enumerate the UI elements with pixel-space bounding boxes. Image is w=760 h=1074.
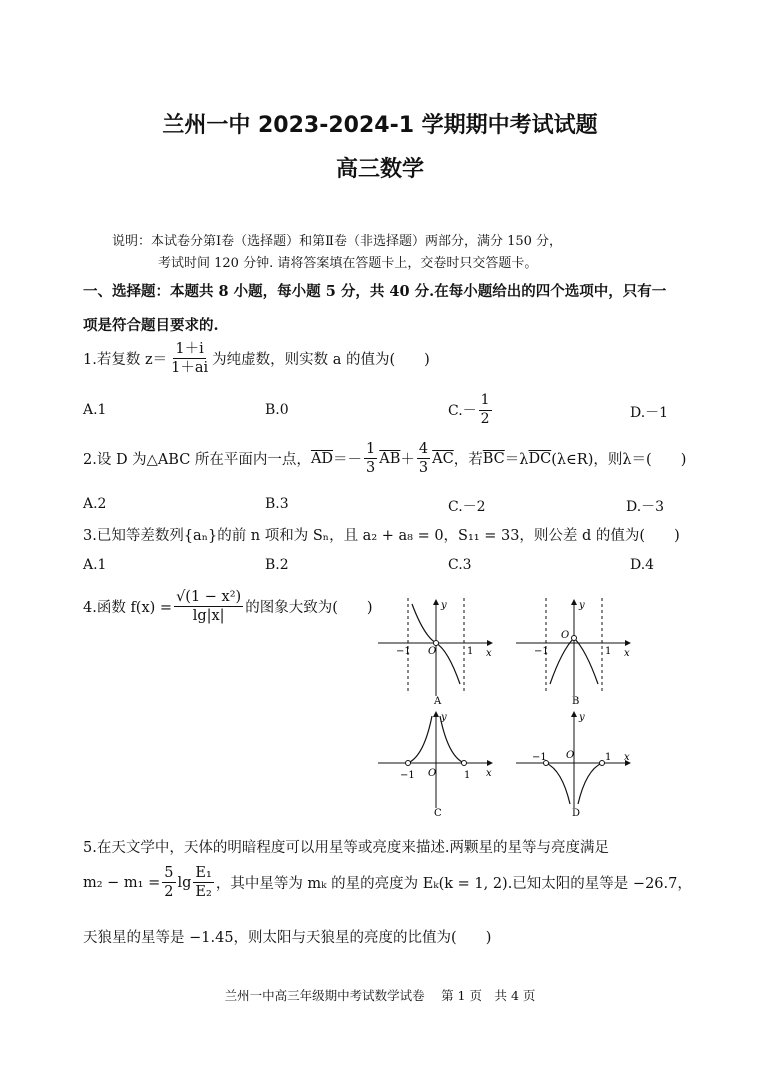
graph-d-x-label: x — [624, 752, 630, 763]
q1-optc-den: 2 — [480, 410, 490, 427]
q3-option-c: C.3 — [448, 557, 472, 573]
q2-vec-ab: $\overline{AB}$ — [379, 450, 401, 467]
graph-b-label: B — [572, 696, 580, 707]
q2-mid: ，若 — [453, 452, 483, 469]
question-1 — [83, 340, 430, 377]
q2-f1-den: 3 — [366, 460, 376, 477]
graph-a — [372, 596, 502, 708]
q1-option-c — [448, 392, 494, 428]
question-3: 3.已知等差数列{aₙ}的前 n 项和为 Sₙ，且 a₂ + a₈ = 0，S₁₁ = 33，则公差 d 的值为( ) — [83, 528, 680, 544]
graph-d — [510, 708, 640, 820]
q2-eq: ＝－ — [333, 452, 363, 469]
q5-frac1 — [162, 864, 175, 901]
q4-fraction — [174, 588, 243, 625]
instructions-line1: 说明：本试卷分第Ⅰ卷（选择题）和第Ⅱ卷（非选择题）两部分，满分 150 分， — [112, 234, 563, 249]
graph-d-neg1: −1 — [532, 752, 547, 763]
question-2 — [83, 440, 686, 477]
q2-option-d: D.－3 — [626, 499, 665, 515]
graph-c-label: C — [434, 808, 442, 819]
q2-vec-ac: $\overline{AC}$ — [432, 450, 454, 467]
q1-option-b: B.0 — [265, 402, 289, 418]
q2-vec-ad: $\overline{AD}$ — [310, 450, 334, 467]
q1-fraction — [169, 340, 210, 377]
graph-a-pos1: 1 — [467, 646, 474, 657]
graph-b-origin: O — [561, 630, 570, 641]
graph-c-x-label: x — [486, 768, 492, 779]
q1-den: 1＋ai — [171, 360, 209, 377]
graph-c-neg1: −1 — [400, 770, 415, 781]
q5-f-num: 5 — [162, 864, 175, 883]
graph-a-label: A — [434, 696, 442, 707]
q2-f2-den: 3 — [418, 460, 429, 477]
question-4 — [83, 588, 373, 625]
q2-option-b: B.3 — [265, 496, 289, 512]
q2-frac2 — [417, 440, 430, 477]
q1-prefix: 1.若复数 z＝ — [83, 352, 168, 369]
q5-line2-rest: ，其中星等为 mₖ 的星的亮度为 Eₖ(k = 1, 2).已知太阳的星等是 −26.7， — [215, 876, 692, 893]
q1-optc-num: 1 — [479, 392, 492, 411]
q2-option-c: C.－2 — [448, 499, 486, 515]
graph-c-y-label: y — [441, 712, 447, 723]
q5-line2 — [83, 864, 692, 901]
graph-c-origin: O — [428, 768, 437, 779]
q5-lg: lg — [177, 874, 192, 891]
q1-option-c-frac — [479, 392, 492, 428]
section-heading-line2: 项是符合题目要求的. — [83, 317, 219, 334]
graph-a-y-label: y — [441, 600, 447, 611]
q5-e-den: E₂ — [195, 884, 212, 901]
q4-prefix: 4.函数 f(x) = — [83, 600, 173, 617]
instructions-line2: 考试时间 120 分钟. 请将答案填在答题卡上，交卷时只交答题卡。 — [158, 256, 538, 271]
graph-d-pos1: 1 — [605, 752, 612, 763]
q1-num: 1＋i — [173, 340, 205, 359]
q2-frac1 — [364, 440, 377, 477]
q4-suffix: 的图象大致为( ) — [245, 600, 373, 617]
q2-f2-num: 4 — [417, 440, 430, 459]
exam-title: 兰州一中 2023-2024-1 学期期中考试试题 — [162, 113, 598, 138]
q1-option-d: D.－1 — [630, 405, 669, 421]
graph-a-neg1: −1 — [396, 646, 411, 657]
q2-vec-dc: $\overline{DC}$ — [528, 450, 552, 467]
graph-b — [510, 596, 640, 708]
q1-option-c-label: C.－ — [448, 403, 477, 419]
graph-b-neg1: −1 — [534, 646, 549, 657]
q5-formula-left: m₂ − m₁ = — [83, 874, 161, 891]
q5-f-den: 2 — [164, 884, 174, 901]
q2-vec-bc: $\overline{BC}$ — [482, 450, 505, 467]
subject-title: 高三数学 — [335, 157, 424, 182]
q3-option-a: A.1 — [83, 557, 107, 573]
graph-d-label: D — [572, 808, 581, 819]
q2-prefix: 2.设 D 为△ABC 所在平面内一点， — [83, 452, 311, 469]
q2-plus: ＋ — [400, 452, 415, 469]
q2-option-a: A.2 — [83, 496, 107, 512]
page-footer: 兰州一中高三年级期中考试数学试卷 第 1 页 共 4 页 — [224, 988, 536, 1003]
q3-option-b: B.2 — [265, 557, 289, 573]
q1-option-a: A.1 — [83, 402, 107, 418]
graph-b-y-label: y — [579, 600, 585, 611]
q5-line1: 5.在天文学中，天体的明暗程度可以用星等或亮度来描述.两颗星的星等与亮度满足 — [83, 840, 609, 856]
graph-c-pos1: 1 — [464, 770, 471, 781]
q2-eq2: ＝λ — [504, 452, 529, 469]
q3-option-d: D.4 — [630, 557, 655, 573]
graph-b-x-label: x — [624, 648, 630, 659]
q5-line3: 天狼星的星等是 −1.45，则太阳与天狼星的亮度的比值为( ) — [83, 930, 492, 946]
graph-b-pos1: 1 — [605, 646, 612, 657]
q1-suffix: 为纯虚数，则实数 a 的值为( ) — [212, 352, 430, 369]
q4-num: √(1 − x²) — [174, 588, 243, 607]
graph-a-origin: O — [428, 646, 437, 657]
graph-d-y-label: y — [579, 712, 585, 723]
graph-c — [372, 708, 502, 820]
graph-d-origin: O — [566, 750, 575, 761]
q2-suffix: (λ∈R)，则λ＝( ) — [551, 452, 687, 469]
q5-e-num: E₁ — [193, 864, 213, 883]
graph-a-x-label: x — [486, 648, 492, 659]
q5-frac2 — [193, 864, 213, 901]
section-heading-line1: 一、选择题：本题共 8 小题，每小题 5 分，共 40 分.在每小题给出的四个选项中，只有一 — [83, 283, 667, 300]
q4-den: lg|x| — [192, 608, 225, 625]
q2-f1-num: 1 — [364, 440, 377, 459]
